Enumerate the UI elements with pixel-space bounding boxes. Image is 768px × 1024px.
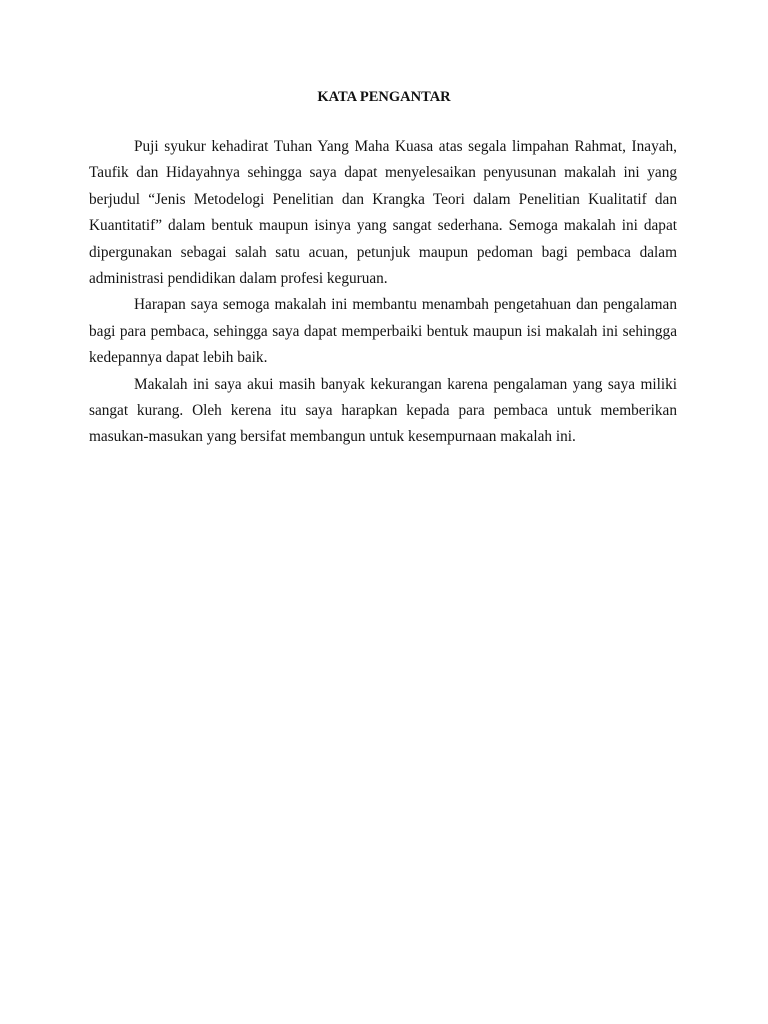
paragraph-2: Harapan saya semoga makalah ini membantu menambah pengetahuan dan pengalaman bagi para pembaca, sehingga saya dapat memperbaiki bentuk maupun isi makalah ini sehingga kedepannya dapat lebih baik. bbox=[89, 296, 677, 367]
page-title: KATA PENGANTAR bbox=[317, 89, 451, 105]
paragraph-1: Puji syukur kehadirat Tuhan Yang Maha Kuasa atas segala limpahan Rahmat, Inayah, Taufik dan Hidayahnya sehingga saya dapat menyelesaikan penyusunan makalah ini yang berjudul “Jenis Metodelogi Penelitian dan Krangka Teori dalam Penelitian Kualitatif dan Kuantitatif” dalam bentuk maupun isinya yang sangat sederhana. Semoga makalah ini dapat dipergunakan sebagai salah satu acuan, petunjuk maupun pedoman bagi pembaca dalam administrasi pendidikan dalam profesi keguruan. bbox=[89, 138, 677, 288]
paragraph-3: Makalah ini saya akui masih banyak kekurangan karena pengalaman yang saya miliki sangat kurang. Oleh kerena itu saya harapkan kepada para pembaca untuk memberikan masukan-masukan yang bersifat membangun untuk kesempurnaan makalah ini. bbox=[89, 375, 677, 446]
document-body bbox=[89, 134, 677, 451]
